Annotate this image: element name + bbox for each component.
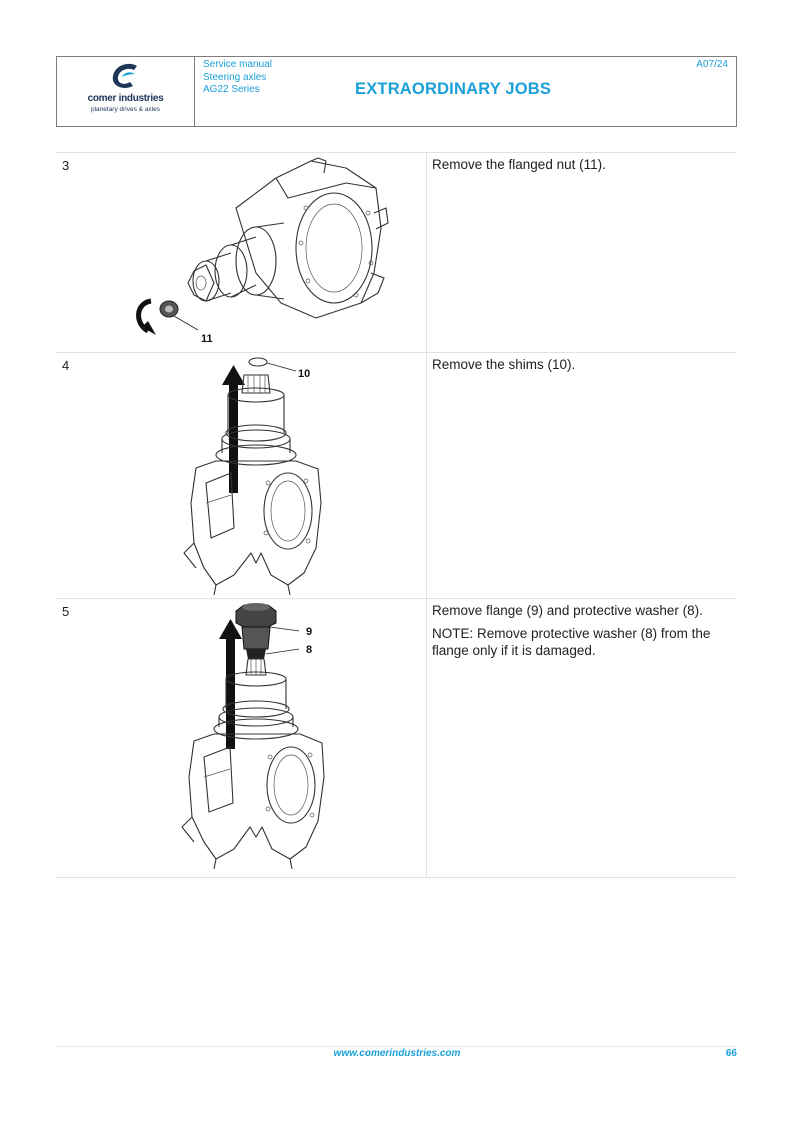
header-meta <box>203 59 272 97</box>
step-row-4 <box>56 353 737 599</box>
instruction-text: Remove the shims (10). <box>432 357 576 372</box>
comer-logo-icon <box>109 62 143 92</box>
axle-shims-illustration <box>56 353 427 599</box>
logo-name: comer industries <box>87 93 164 104</box>
footer-divider <box>56 1046 737 1047</box>
instruction-text: Remove flange (9) and protective washer (8). <box>432 603 703 618</box>
step-row-5 <box>56 599 737 878</box>
logo-tagline: planetary drives & axles <box>90 106 160 113</box>
step-row-3 <box>56 153 737 353</box>
doc-code: A07/24 <box>696 59 728 70</box>
callout-10: 10 <box>298 368 311 380</box>
step-5-figure <box>56 599 427 877</box>
meta-manual: Service manual <box>203 59 272 70</box>
logo-cell <box>57 57 195 126</box>
page-title: EXTRAORDINARY JOBS <box>355 80 552 98</box>
callout-9: 9 <box>306 626 313 638</box>
axle-flange-washer-illustration <box>56 599 427 878</box>
meta-series: AG22 Series <box>203 84 260 95</box>
meta-product: Steering axles <box>203 71 267 83</box>
step-5-instructions <box>432 602 732 665</box>
step-4-figure <box>56 353 427 598</box>
step-3-figure <box>56 153 427 352</box>
instruction-text: Remove the flanged nut (11). <box>432 157 606 172</box>
axle-flanged-nut-illustration <box>56 153 427 353</box>
note-text: NOTE: Remove protective washer (8) from the flange only if it is damaged. <box>432 626 711 658</box>
callout-8: 8 <box>306 644 313 656</box>
callout-11: 11 <box>201 333 213 345</box>
step-3-instructions <box>432 156 732 179</box>
step-number: 5 <box>62 604 70 619</box>
step-number: 3 <box>62 158 70 173</box>
step-4-instructions <box>432 356 732 379</box>
step-number: 4 <box>62 358 70 373</box>
footer-url-link[interactable]: www.comerindustries.com <box>333 1048 461 1059</box>
steps-table <box>56 152 737 878</box>
page-number: 66 <box>725 1048 737 1059</box>
page-header <box>56 56 737 127</box>
